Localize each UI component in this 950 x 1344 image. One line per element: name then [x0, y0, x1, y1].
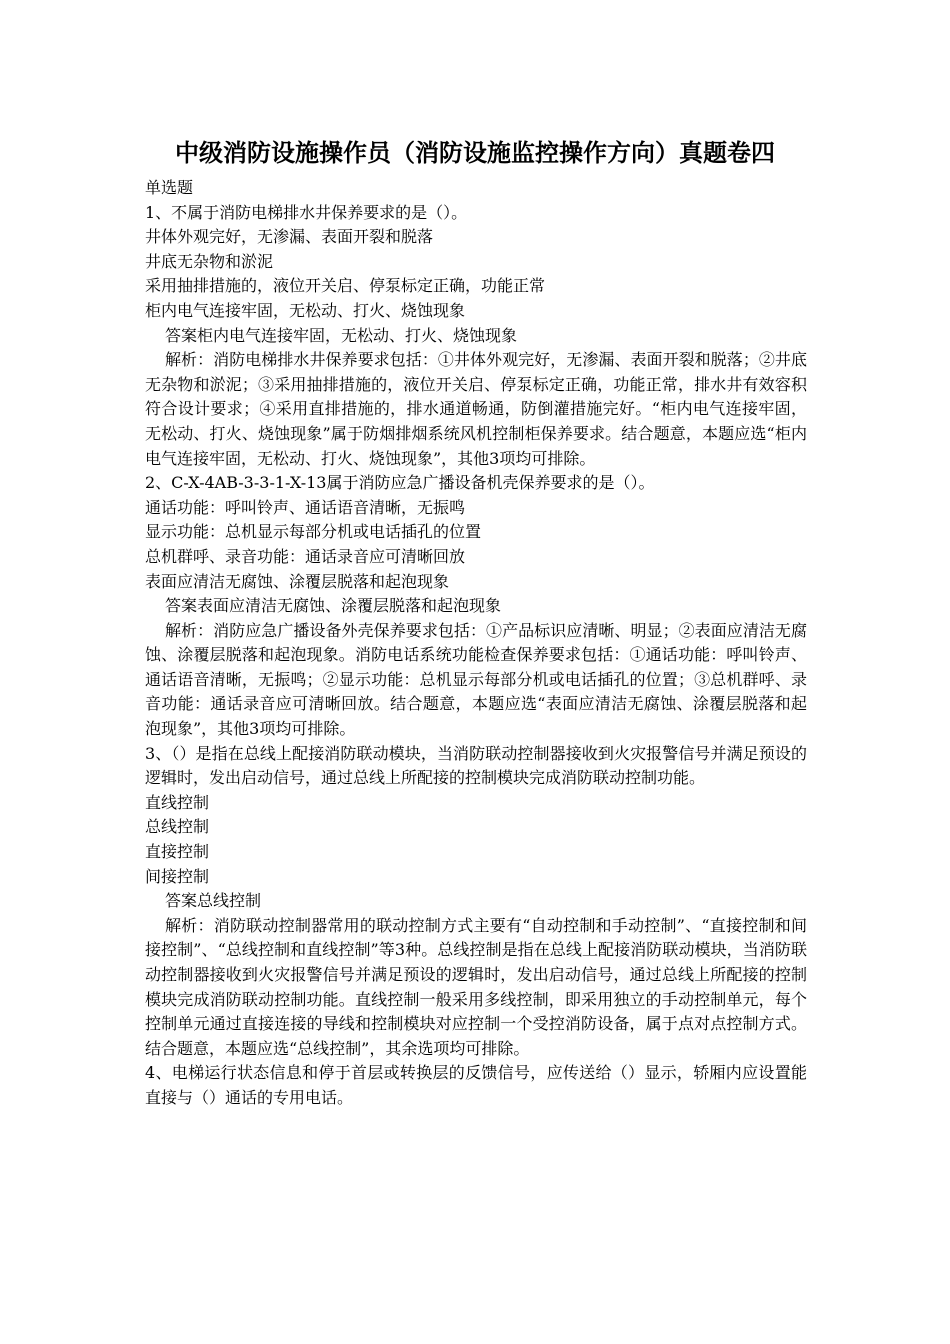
question-2-option: 显示功能：总机显示每部分机或电话插孔的位置	[145, 522, 482, 542]
document-page	[145, 136, 807, 1111]
question-3-answer: 答案总线控制	[165, 891, 262, 911]
question-1-option: 采用抽排措施的，液位开关启、停泵标定正确，功能正常	[145, 276, 546, 296]
question-3-stem: 3、（）是指在总线上配接消防联动模块，当消防联动控制器接收到火灾报警信号并满足预设的逻辑时，发出启动信号，通过总线上所配接的控制模块完成消防联动控制功能。	[145, 743, 807, 788]
question-2-option: 通话功能：呼叫铃声、通话语音清晰，无振鸣	[145, 497, 466, 517]
document-title: 中级消防设施操作员（消防设施监控操作方向）真题卷四	[175, 139, 775, 167]
question-2-analysis: 解析：消防应急广播设备外壳保养要求包括：①产品标识应清晰、明显；②表面应清洁无腐蚀、涂覆层脱落和起泡现象。消防电话系统功能检查保养要求包括：①通话功能：呼叫铃声、通话语音清晰，无振鸣；②显示功能：总机显示每部分机或电话插孔的位置；③总机群呼、录音功能：通话录音应可清晰回放。结合题意，本题应选“表面应清洁无腐蚀、涂覆层脱落和起泡现象”，其他3项均可排除。	[145, 620, 807, 739]
question-3-option: 直线控制	[145, 792, 210, 812]
question-3-analysis: 解析：消防联动控制器常用的联动控制方式主要有“自动控制和手动控制”、“直接控制和间接控制”、“总线控制和直线控制”等3种。总线控制是指在总线上配接消防联动模块，当消防联动控制器接收到火灾报警信号并满足预设的逻辑时，发出启动信号，通过总线上所配接的控制模块完成消防联动控制功能。直线控制一般采用多线控制，即采用独立的手动控制单元，每个控制单元通过直接连接的导线和控制模块对应控制一个受控消防设备，属于点对点控制方式。结合题意，本题应选“总线控制”，其余选项均可排除。	[145, 915, 807, 1058]
question-2-answer: 答案表面应清洁无腐蚀、涂覆层脱落和起泡现象	[165, 596, 502, 616]
question-2-option: 表面应清洁无腐蚀、涂覆层脱落和起泡现象	[145, 571, 450, 591]
question-3-option: 直接控制	[145, 842, 210, 862]
question-1-option: 柜内电气连接牢固，无松动、打火、烧蚀现象	[145, 300, 466, 320]
question-4-stem: 4、电梯运行状态信息和停于首层或转换层的反馈信号，应传送给（）显示，轿厢内应设置能直接与（）通话的专用电话。	[145, 1063, 807, 1107]
question-2-option: 总机群呼、录音功能：通话录音应可清晰回放	[145, 546, 466, 566]
question-1-option: 井体外观完好，无渗漏、表面开裂和脱落	[145, 227, 434, 247]
question-2-stem: 2、C-X-4AB-3-3-1-X-13属于消防应急广播设备机壳保养要求的是（）。	[145, 473, 655, 493]
question-1-option: 井底无杂物和淤泥	[145, 251, 274, 271]
question-3-option: 总线控制	[145, 817, 210, 837]
question-3-option: 间接控制	[145, 866, 210, 886]
question-1-stem: 1、不属于消防电梯排水井保养要求的是（）。	[145, 202, 468, 222]
question-1-answer: 答案柜内电气连接牢固，无松动、打火、烧蚀现象	[165, 325, 518, 345]
section-heading: 单选题	[145, 178, 194, 197]
question-1-analysis: 解析：消防电梯排水井保养要求包括：①井体外观完好，无渗漏、表面开裂和脱落；②井底无杂物和淤泥；③采用抽排措施的，液位开关启、停泵标定正确，功能正常，排水井有效容积符合设计要求；④采用直排措施的，排水通道畅通，防倒灌措施完好。“柜内电气连接牢固，无松动、打火、烧蚀现象”属于防烟排烟系统风机控制柜保养要求。结合题意，本题应选“柜内电气连接牢固，无松动、打火、烧蚀现象”，其他3项均可排除。	[145, 350, 807, 468]
